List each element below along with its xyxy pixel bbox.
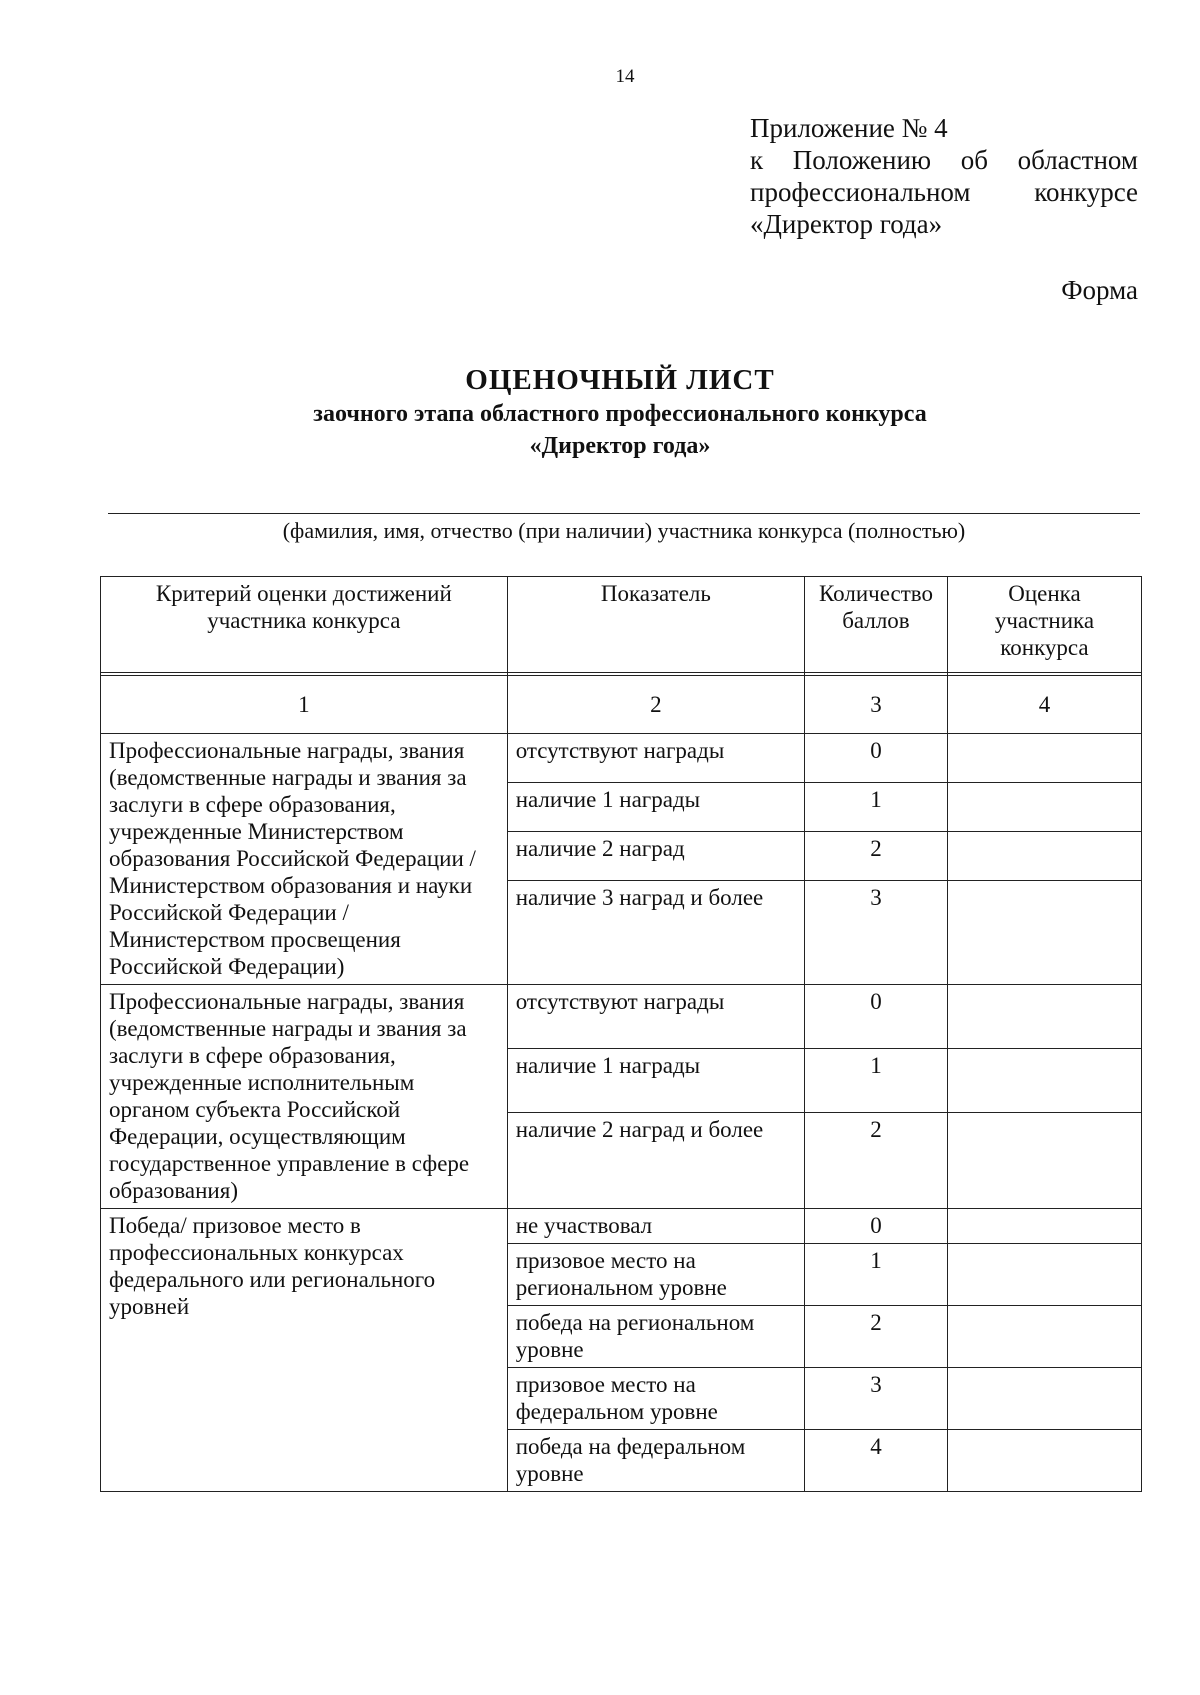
appendix-line-3: профессиональном конкурсе [750, 177, 1138, 207]
points-cell: 1 [805, 1244, 948, 1306]
appendix-title: Приложение № 4 [750, 113, 948, 143]
document-title: ОЦЕНОЧНЫЙ ЛИСТ [465, 364, 775, 396]
column-number: 3 [805, 676, 948, 734]
score-cell[interactable] [947, 1209, 1141, 1244]
participant-name-field[interactable] [108, 513, 1140, 514]
appendix-note [750, 112, 1138, 240]
indicator-cell: отсутствуют награды [507, 985, 804, 1049]
indicator-cell: отсутствуют награды [507, 734, 804, 783]
score-cell[interactable] [947, 1049, 1141, 1113]
points-cell: 0 [805, 985, 948, 1049]
indicator-cell: наличие 2 наград [507, 832, 804, 881]
column-number: 1 [101, 676, 508, 734]
appendix-line-2: к Положению об областном [750, 145, 1138, 175]
table-row [101, 1209, 1142, 1244]
indicator-cell: призовое место на региональном уровне [507, 1244, 804, 1306]
score-cell[interactable] [947, 985, 1141, 1049]
column-number: 2 [507, 676, 804, 734]
table-row [101, 734, 1142, 783]
document-subtitle-2: «Директор года» [529, 433, 711, 459]
indicator-cell: призовое место на федеральном уровне [507, 1368, 804, 1430]
points-cell: 1 [805, 1049, 948, 1113]
column-number-row [101, 676, 1142, 734]
indicator-cell: наличие 1 награды [507, 1049, 804, 1113]
score-cell[interactable] [947, 783, 1141, 832]
participant-name-caption: (фамилия, имя, отчество (при наличии) участника конкурса (полностью) [282, 518, 966, 543]
points-cell: 2 [805, 1113, 948, 1209]
points-cell: 0 [805, 734, 948, 783]
table-row [101, 985, 1142, 1049]
indicator-cell: наличие 3 наград и более [507, 881, 804, 985]
table-header-row [101, 577, 1142, 673]
appendix-line-4: «Директор года» [750, 209, 943, 239]
document-subtitle-1: заочного этапа областного профессионального конкурса [313, 401, 927, 427]
indicator-cell: победа на региональном уровне [507, 1306, 804, 1368]
header-score: Оценка участника конкурса [947, 577, 1141, 673]
criterion-cell: Победа/ призовое место в профессиональных конкурсах федерального или регионального уровней [101, 1209, 508, 1492]
points-cell: 2 [805, 832, 948, 881]
score-cell[interactable] [947, 1113, 1141, 1209]
form-label: Форма [1061, 275, 1138, 305]
title-block [100, 362, 1140, 462]
header-criterion: Критерий оценки достижений участника конкурса [101, 577, 508, 673]
points-cell: 1 [805, 783, 948, 832]
score-cell[interactable] [947, 832, 1141, 881]
points-cell: 0 [805, 1209, 948, 1244]
indicator-cell: наличие 2 наград и более [507, 1113, 804, 1209]
score-cell[interactable] [947, 1244, 1141, 1306]
indicator-cell: победа на федеральном уровне [507, 1430, 804, 1492]
header-points: Количество баллов [805, 577, 948, 673]
score-cell[interactable] [947, 881, 1141, 985]
criterion-cell: Профессиональные награды, звания (ведомственные награды и звания за заслуги в сфере образования, учрежденные исполнительным органом субъекта Российской Федерации, осуществляющим государственное управление в сфере образования) [101, 985, 508, 1209]
header-indicator: Показатель [507, 577, 804, 673]
score-cell[interactable] [947, 1368, 1141, 1430]
indicator-cell: не участвовал [507, 1209, 804, 1244]
indicator-cell: наличие 1 награды [507, 783, 804, 832]
page-number: 14 [615, 66, 635, 87]
score-cell[interactable] [947, 1430, 1141, 1492]
evaluation-table [100, 576, 1142, 1492]
points-cell: 2 [805, 1306, 948, 1368]
points-cell: 3 [805, 1368, 948, 1430]
points-cell: 4 [805, 1430, 948, 1492]
points-cell: 3 [805, 881, 948, 985]
score-cell[interactable] [947, 734, 1141, 783]
criterion-cell: Профессиональные награды, звания (ведомственные награды и звания за заслуги в сфере образования, учрежденные Министерством образования Российской Федерации / Министерством образования и науки Российской Федерации / Министерством просвещения Российской Федерации) [101, 734, 508, 985]
column-number: 4 [947, 676, 1141, 734]
score-cell[interactable] [947, 1306, 1141, 1368]
